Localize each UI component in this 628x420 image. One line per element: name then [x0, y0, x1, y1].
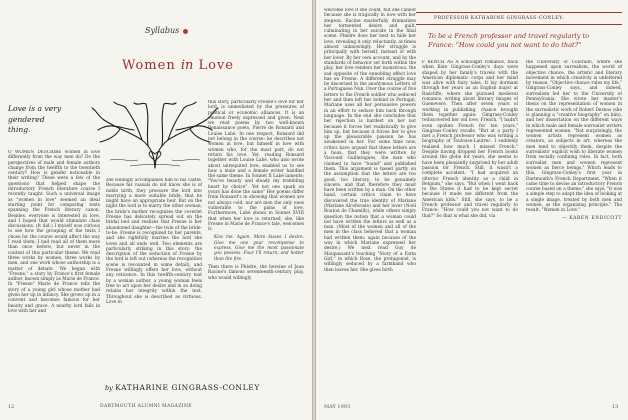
author-signature: — KAREN ENDICOTT: [562, 215, 622, 221]
right-column-3: [526, 60, 622, 395]
body-text-right-col-1: welcome love if she could, but she cannot because she is tragically in love with her stepson. Racine masterfully dramatizes her tormented desire and guilt, culminating in her suicide in the final scene. Phèdre does her best to hide her love, revealing it only reluctantly, at times almost unknowingly. Her struggle is principally with herself, instead of with her lover. By her own account, and by the standards of behavior set forth within the play, her love renders her monstrous, the sad opposite of the ennobling effect love has on Fresne. A different struggle may be discerned in the anonymous Letters of a Portuguese Nun. Over the course of five letters to the French soldier who seduced her and then left her behind in Portugal, Mariane uses all her persuasive powers in an effort to seduce him back through language. In the end she concludes that her rejection is hardest on her not because it forces her realistically to give him up, but because it forces her to give up the pleasurable passion he has awakened in her. For some time now, critics have argued that these letters are a hoax, that they were written by Viscount Guilleragues, the man who claimed to have "found" and published them. This argument is based partly on the assumption that the letters are too good, too literary, to be genuinely sincere, and that therefore they must have been written by a man. On the other hand, certain critics claim to have discovered the true identity of Mariane (Mariane Alcoforado) and her lover (Noël Bouton de Chamilly), while others simply question the notion that a woman could not have written the letters as well as a man. (Most of the women and all of the men in the class believed that a woman had written them: again because of the way in which Mariane expressed her desire.) We next read Guy de Maupassant's touching "Story of a Farm Girl," in which Rose, the protagonist, is willingly seduced by a farmhand who then leaves her. She gives birth: [324, 8, 416, 273]
left-page: [0, 0, 312, 420]
article-headline: [122, 58, 234, 73]
headline-in: in: [180, 58, 194, 73]
left-column-1: [8, 150, 100, 380]
body-text-left-col-2: she willingly accompanies him to his castle. Because his vassals do not know she is of noble birth, they pressure the lord into marrying a more suitable bride, that he might have an appropriate heir. But on the night the lord is to marry the other woman, the bride's mother recognizes the coverlet Fresne has delicately spread out on the bridal bed and realizes that Fresne is her abandoned daughter—the twin of the bride-to-be. Fresne is recognized by her parents, and she rightfully marries the lord she loves and all ends well. Two elements are particularly striking in this story: the description of the seduction of Fresne by the lord is left out (whereas the recognition scene is recounted in some detail), and Fresne willingly offers her love, without any reticence. In this twelfth-century text by a woman author, a young woman feels free to act upon her desire and in so doing retains her integrity within the text. Throughout she is described as virtuous. Love in: [106, 178, 202, 305]
headline-pre: Women: [122, 58, 181, 73]
byline: [105, 383, 260, 392]
profile-title: PROFESSOR KATHARINE GINGRASS-CONLEY:: [434, 16, 565, 21]
issue-date: MAY 1993: [324, 404, 351, 410]
page-number-right: 13: [612, 404, 619, 410]
left-column-3: [208, 100, 304, 382]
byline-pre: by: [105, 384, 113, 392]
body-text-left-col-1: O WOMEN DESCRIBE women in love differently from the way men do? Do the perspectives of male and female authors change from the twelfth to the twentieth century? How is gender noticeable in their writing? These were a few of the questions that helped shape the introductory French literature course I recently taught. Such a universal image as "women in love" seemed an ideal starting point for comparing texts spanning the French literary canon. Besides, everyone is interested in love, and I hoped that would stimulate class discussions. (It did.) I myself was curious to see how the grouping of the texts I chose for the course would affect the way I read them; I had read all of them more than once before, but never in the context of this particular theme. We read three works by women, three works by men, and one work whose authorship is a matter of debate. We began with "Fresne," a story by France's first female author, known simply as Marie de France. In "Fresne" Marie de France tells the story of a young girl whose mother had given her up in infancy. She grows up in a convent and becomes famous for her beauty and grace. A nearby lord falls in love with her and: [8, 150, 100, 314]
profile-title-rule: [416, 24, 622, 25]
body-text-left-col-3: this story, particularly Fresne's love for her lord, is unmediated by the pressures of political or economic alliances. It is an emotion freely expressed and given. Next we read poems by two well-known Renaissance poets, Pierre de Ronsard and Louise Labé. In one respect, Ronsard did not belong in the course: he describes not women in love, but himself in love with women who, for the most part, do not return his love. Yet, reading Ronsard together with Louise Labé, who also wrote about unrequited love, enabled us to see how a male and a female writer handled the same theme. In Sonnet II Labé laments: "You've beauty and steady my trembling heart by choice". Yet not one spark on yours has done the same" Her poems differ from Ronsard's in showing that women are not always cold, nor are men the only ones vulnerable to the pains of love. Furthermore, Labé shows in Sonnet XVIII that when her love is returned, she, like Fresne in Marie de France's tale, welcomes it:: [208, 100, 304, 233]
pull-quote: Love is a very gendered thing.: [8, 104, 62, 134]
section-dot: [183, 29, 188, 34]
left-column-2: [106, 178, 202, 378]
profile-pull-quote: To be a French professor and travel regularly to France: "How could you not want to do that?": [428, 32, 590, 49]
page-number-left: 12: [8, 404, 15, 410]
section-label: Syllabus: [145, 26, 180, 35]
body-text-right-col-3: the University of Colorado, where she happened upon surrealism, the world of objective chance, the artistic and literary movement in which creativity is unfettered by reason. "Objective chance rules my life," Gingrass-Conley says, and indeed, surrealism led her to the University of Pennsylvania. She wrote her master's thesis on the representation of women in the surrealistic work of Robert Desnos (she is planning a "creative biography" on him), and her dissertation on the different ways in which male and female surrealist writers represented women. "Not surprisingly, the women artists represent women as creators, as subjects in art, whereas the men tend to objectify them, despite the surrealists' explicit wish to liberate women from socially confining roles. In fact, both surrealist men and women represent women as fierce beings." Which leads to this, Gingrass-Conley's first year in Dartmouth's French Department. "When it came time to devise an introductory French course based on a theme," she says, "it was a simple step to adapt the idea of looking at a single image, treated by both men and women, as the organizing principle." The result: "Women in Love.": [526, 60, 622, 214]
headline-post: Love: [193, 58, 235, 73]
right-column-2: [422, 60, 518, 405]
magazine-name: DARTMOUTH ALUMNI MAGAZINE: [100, 404, 192, 409]
byline-name: KATHARINE GINGRASS-CONLEY: [115, 383, 260, 392]
body-text-right-col-2: F RENCH AS A schoolgirl romance, back when Kate Gingrass-Conley's days were shaped by her family's travels with the American diplomatic corps and her mind was alive with fairy tales. It lay dormant through her years as an English major at Radcliffe, where she pursued medieval romance, writing about literary images of Guenevere. Then after seven years of working in publishing, chance brought them together again: Gingrass-Conley rediscovered her old love, French. "I hadn't even spoken French for ten years," Gingrass-Conley recalls. "But at a party I met a French professor who was writing a biography of Toulouse-Lautrec. I suddenly realized how much I missed French." Despite having dropped her French books around the globe for years, she seems to have been pleasantly surprised by her adult passion for French. Still, it wasn't a complete accident. "I had acquired an ulterior French identity as a child in Belgium," she says. "But when I went back to the States it had to be kept secret because it made me different from the American kids." Still, she says, to be a French professor and travel regularly to France: "How could you not want to do that?" So that is what she did, via: [422, 60, 518, 219]
heart-icon: [149, 152, 161, 161]
tree-illustration: [90, 100, 220, 170]
profile-top-rule: [416, 12, 622, 13]
right-column-1: [324, 8, 416, 400]
body-text-left-col-3-end: Then there is Phèdre, the heroine of Jean Racine's famous seventeenth-century play, who would willingly: [208, 264, 304, 281]
verse-excerpt: Kiss me. Again. More kisses I desire. Give me one your recompense to express. Give me the most passionate you possess. Four I'll return, and hotter than the fire.: [214, 235, 304, 262]
right-page: [316, 0, 628, 420]
